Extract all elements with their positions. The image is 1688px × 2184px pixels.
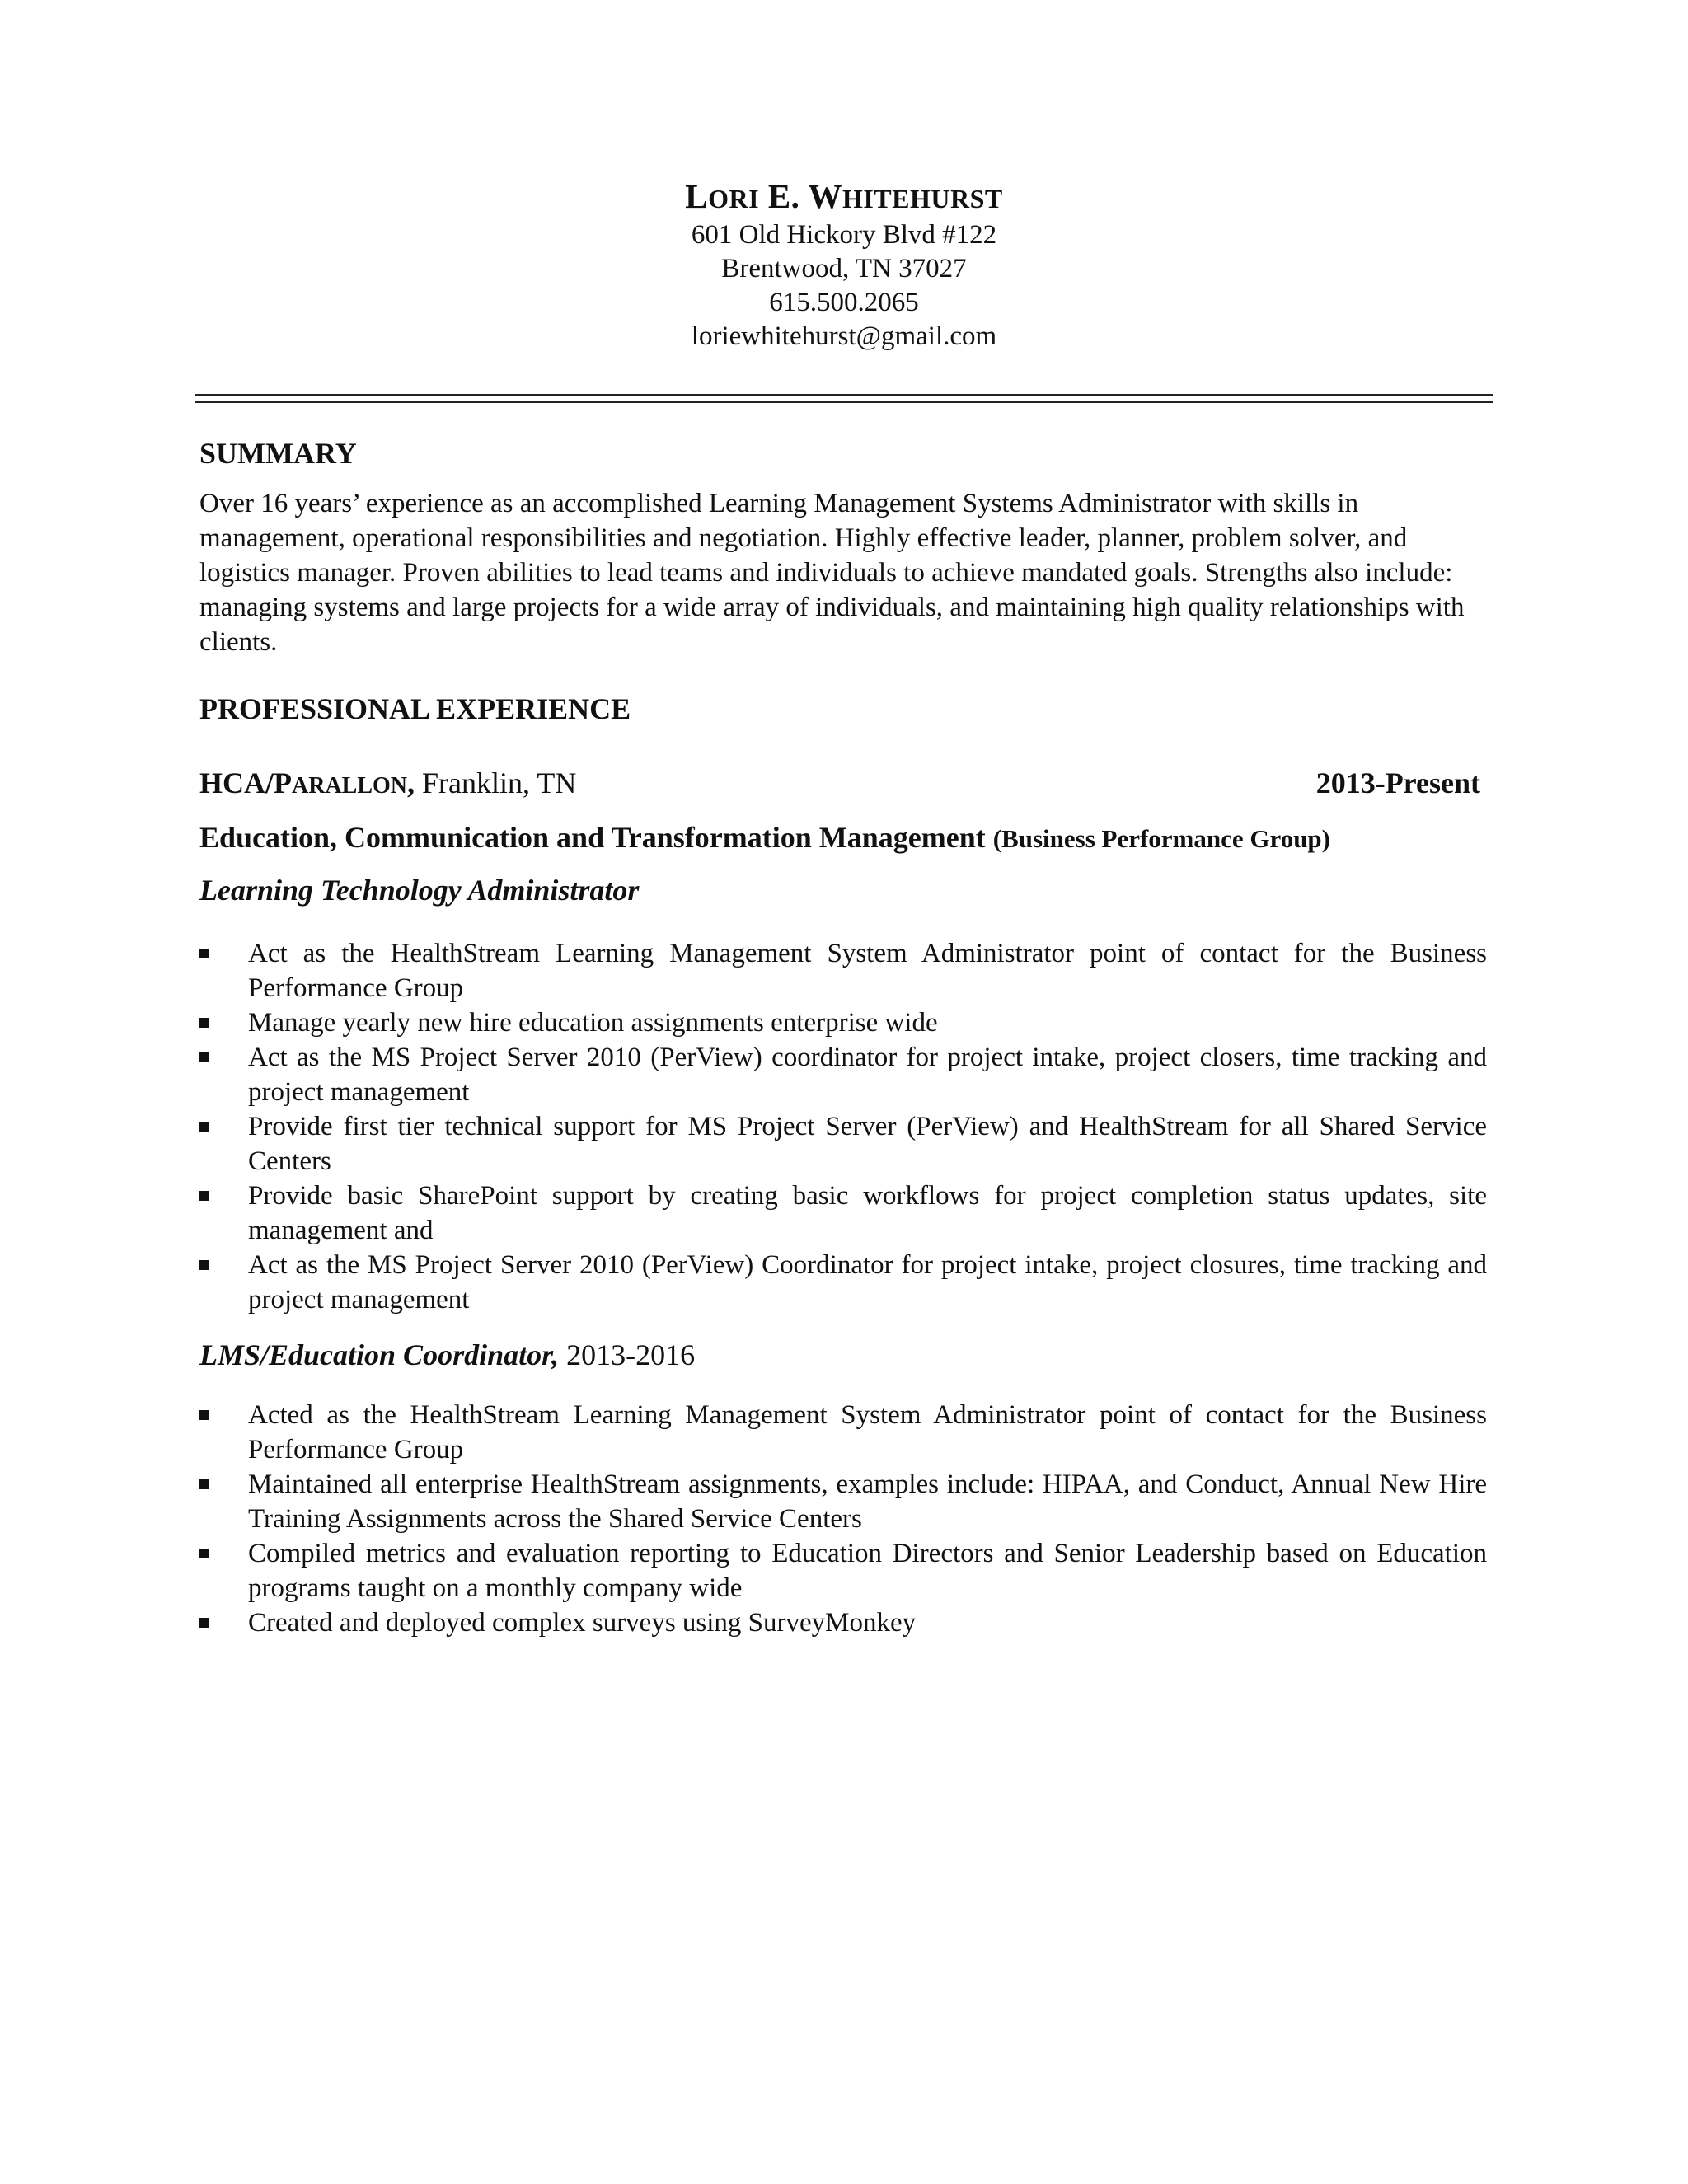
company-name: HCA/PARALLON,: [199, 766, 415, 799]
bullet-square-icon: [199, 1122, 209, 1132]
list-item: Act as the MS Project Server 2010 (PerView) coordinator for project intake, project closers, time tracking and project management: [199, 1040, 1487, 1109]
header-rule-bottom: [195, 401, 1493, 403]
list-item: Compiled metrics and evaluation reporting to Education Directors and Senior Leadership based on Education programs taught on a monthly company wide: [199, 1536, 1487, 1605]
list-item: Provide basic SharePoint support by creating basic workflows for project completion status updates, site management and: [199, 1179, 1487, 1248]
role-bullet-list: [199, 936, 1487, 1317]
role-title: Learning Technology Administrator: [199, 874, 640, 907]
job-location: Franklin, TN: [415, 766, 577, 799]
bullet-square-icon: [199, 1479, 209, 1489]
job-dates: 2013-Present: [1315, 766, 1480, 799]
resume-header: [0, 176, 1688, 354]
list-item: Acted as the HealthStream Learning Management System Administrator point of contact for the Business Performance Group: [199, 1398, 1487, 1467]
list-item: Created and deployed complex surveys using SurveyMonkey: [199, 1605, 1487, 1640]
bullet-square-icon: [199, 1618, 209, 1628]
bullet-square-icon: [199, 1191, 209, 1201]
bullet-square-icon: [199, 949, 209, 958]
experience-heading: PROFESSIONAL EXPERIENCE: [199, 692, 631, 725]
summary-heading: SUMMARY: [199, 437, 357, 470]
list-item: Maintained all enterprise HealthStream assignments, examples include: HIPAA, and Conduct, Annual New Hire Training Assignments across the Shared Service Centers: [199, 1467, 1487, 1536]
list-item: Provide first tier technical support for MS Project Server (PerView) and HealthStream for all Shared Service Centers: [199, 1109, 1487, 1179]
summary-text: Over 16 years’ experience as an accomplished Learning Management Systems Administrator with skills in management, operational responsibilities and negotiation. Highly effective leader, planner, problem solver, and logistics manager. Proven abilities to lead teams and individuals to achieve mandated goals. Strengths also include: managing systems and large projects for a wide array of individuals, and maintaining high quality relationships with clients.: [199, 489, 1465, 657]
bullet-square-icon: [199, 1018, 209, 1028]
candidate-name: LORI E. WHITEHURST: [685, 177, 1003, 215]
list-item: Act as the HealthStream Learning Management System Administrator point of contact for the Business Performance Group: [199, 936, 1487, 1005]
address-line-2: Brentwood, TN 37027: [721, 254, 967, 284]
address-line-1: 601 Old Hickory Blvd #122: [691, 220, 997, 250]
job-header: [199, 765, 1480, 801]
bullet-square-icon: [199, 1052, 209, 1062]
list-item: Act as the MS Project Server 2010 (PerView) Coordinator for project intake, project closures, time tracking and project management: [199, 1248, 1487, 1317]
email-address: loriewhitehurst@gmail.com: [691, 321, 997, 351]
phone-number: 615.500.2065: [769, 288, 919, 317]
header-rule-top: [195, 394, 1493, 396]
bullet-square-icon: [199, 1549, 209, 1558]
role-title: LMS/Education Coordinator, 2013-2016: [199, 1338, 696, 1371]
bullet-square-icon: [199, 1410, 209, 1420]
list-item: Manage yearly new hire education assignments enterprise wide: [199, 1005, 1487, 1040]
bullet-square-icon: [199, 1260, 209, 1270]
role-bullet-list: [199, 1398, 1487, 1640]
department-line: Education, Communication and Transformation Management (Business Performance Group): [199, 821, 1331, 854]
